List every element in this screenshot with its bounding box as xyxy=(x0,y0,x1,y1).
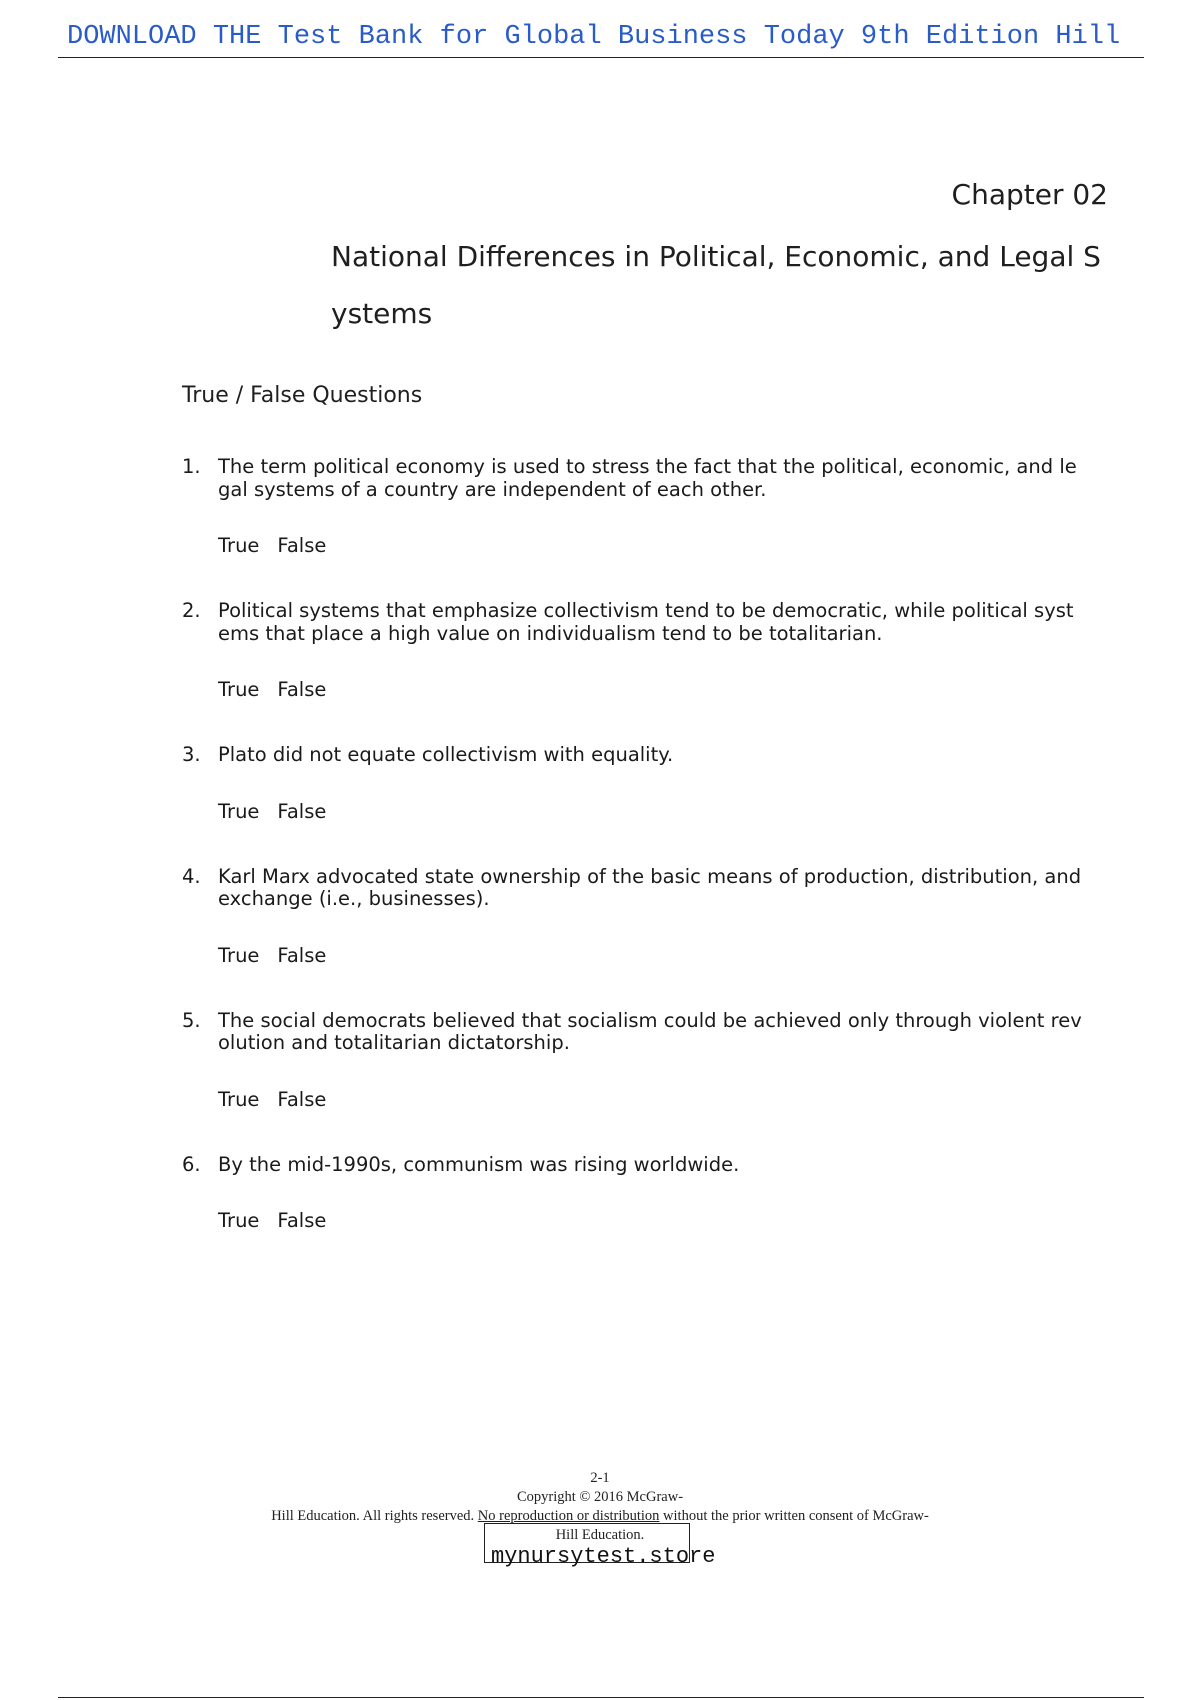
copyright-line: Copyright © 2016 McGraw- xyxy=(516,1489,684,1505)
answer-options xyxy=(182,1210,1082,1232)
answer-false: False xyxy=(277,1209,327,1232)
answer-true: True xyxy=(218,943,260,967)
answer-false: False xyxy=(277,799,327,823)
answer-true: True xyxy=(218,534,260,557)
question-text: Political systems that emphasize collectivism tend to be democratic, while political systems that place a high value on individualism tend to be totalitarian. xyxy=(218,599,1074,645)
watermark-box xyxy=(484,1523,716,1569)
rights-lead: Hill Education. All rights reserved. xyxy=(271,1508,475,1524)
question-text: The term political economy is used to stress the fact that the political, economic, and legal systems of a country are independent of each other. xyxy=(218,455,1077,501)
answer-options xyxy=(182,801,1082,823)
download-banner xyxy=(58,18,1144,58)
publisher-end: Hill Education. xyxy=(555,1527,645,1543)
answer-options xyxy=(182,679,1082,701)
question-item xyxy=(182,866,1082,967)
answer-options xyxy=(182,535,1082,557)
question-number: 6. xyxy=(182,1152,201,1176)
question-list xyxy=(182,456,1082,1275)
question-item xyxy=(182,1010,1082,1111)
page-number: 2-1 xyxy=(590,1470,610,1486)
answer-true: True xyxy=(218,1209,260,1232)
question-item xyxy=(182,456,1082,557)
question-number: 2. xyxy=(182,599,201,622)
question-text: The social democrats believed that socialism could be achieved only through violent revolution and totalitarian dictatorship. xyxy=(218,1008,1082,1054)
question-number: 1. xyxy=(182,455,201,478)
section-heading: True / False Questions xyxy=(182,383,423,408)
rights-underlined: No reproduction or distribution xyxy=(477,1508,660,1524)
answer-false: False xyxy=(277,678,327,701)
question-number: 4. xyxy=(182,864,201,888)
answer-false: False xyxy=(277,534,327,557)
answer-true: True xyxy=(218,799,260,823)
answer-true: True xyxy=(218,678,260,701)
answer-true: True xyxy=(218,1087,260,1111)
question-item xyxy=(182,600,1082,701)
bottom-divider xyxy=(58,1697,1144,1698)
download-link[interactable]: DOWNLOAD THE Test Bank for Global Business Today 9th Edition Hill xyxy=(67,22,1121,52)
answer-false: False xyxy=(277,943,327,967)
question-item xyxy=(182,1154,1082,1233)
question-number: 3. xyxy=(182,743,201,766)
answer-options xyxy=(182,1089,1082,1111)
answer-false: False xyxy=(277,1087,327,1111)
question-text: By the mid-1990s, communism was rising worldwide. xyxy=(218,1152,740,1176)
watermark-text: mynursytest.store xyxy=(491,1544,716,1569)
question-text: Karl Marx advocated state ownership of the basic means of production, distribution, and exchange (i.e., businesses). xyxy=(218,864,1082,910)
chapter-title: National Differences in Political, Economic, and Legal Systems xyxy=(331,240,1101,330)
question-item xyxy=(182,744,1082,823)
question-number: 5. xyxy=(182,1008,201,1032)
question-text: Plato did not equate collectivism with equality. xyxy=(218,743,674,766)
chapter-label: Chapter 02 xyxy=(951,178,1108,211)
rights-tail: without the prior written consent of McGraw- xyxy=(663,1508,929,1524)
answer-options xyxy=(182,945,1082,967)
